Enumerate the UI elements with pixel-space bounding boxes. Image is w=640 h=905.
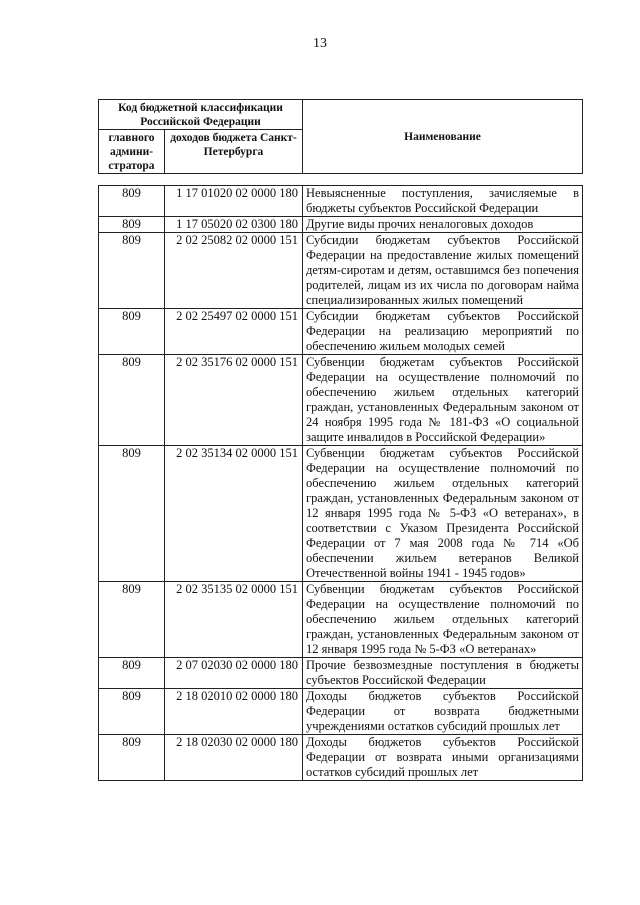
revenue-code-cell: 2 18 02030 02 0000 180 [165,735,303,781]
admin-code-cell: 809 [99,658,165,689]
header-name: Наименование [303,100,583,174]
table-row [99,217,583,233]
admin-code-cell: 809 [99,309,165,355]
name-cell: Субвенции бюджетам субъектов Российской Федерации на осуществление полномочий по обеспечению жильем отдельных категорий граждан, установленных Федеральным законом от 12 января 1995 года № 5-ФЗ «О ветеранах» [303,582,583,658]
admin-code-cell: 809 [99,186,165,217]
revenue-code-cell: 2 02 35135 02 0000 151 [165,582,303,658]
table-row [99,186,583,217]
name-cell: Субсидии бюджетам субъектов Российской Федерации на предоставление жилых помещений детям-сиротам и детям, оставшимся без попечения родителей, лицам из их числа по договорам найма специализированных жилых помещений [303,233,583,309]
table-row [99,355,583,446]
name-cell: Доходы бюджетов субъектов Российской Федерации от возврата иными организациями остатков субсидий прошлых лет [303,735,583,781]
table-row [99,689,583,735]
revenue-code-cell: 2 02 25497 02 0000 151 [165,309,303,355]
admin-code-cell: 809 [99,582,165,658]
admin-code-cell: 809 [99,735,165,781]
header-classification-code: Код бюджетной классификации Российской Федерации [99,100,303,130]
admin-code-cell: 809 [99,233,165,309]
name-cell: Субвенции бюджетам субъектов Российской Федерации на осуществление полномочий по обеспечению жильем отдельных категорий граждан, установленных Федеральным законом от 24 ноября 1995 года № 181-ФЗ «О социальной защите инвалидов в Российской Федерации» [303,355,583,446]
name-cell: Другие виды прочих неналоговых доходов [303,217,583,233]
data-table [98,185,583,781]
admin-code-cell: 809 [99,355,165,446]
revenue-code-cell: 2 18 02010 02 0000 180 [165,689,303,735]
table-row [99,582,583,658]
admin-code-cell: 809 [99,689,165,735]
page-number: 13 [313,36,327,51]
header-admin: главного админи-стратора [99,130,165,174]
table-row [99,446,583,582]
admin-code-cell: 809 [99,446,165,582]
table-row [99,233,583,309]
revenue-code-cell: 2 02 35134 02 0000 151 [165,446,303,582]
name-cell: Прочие безвозмездные поступления в бюджеты субъектов Российской Федерации [303,658,583,689]
name-cell: Невыясненные поступления, зачисляемые в бюджеты субъектов Российской Федерации [303,186,583,217]
admin-code-cell: 809 [99,217,165,233]
table-row [99,309,583,355]
table-row [99,658,583,689]
revenue-code-cell: 1 17 01020 02 0000 180 [165,186,303,217]
revenue-code-cell: 2 02 35176 02 0000 151 [165,355,303,446]
revenue-code-cell: 2 02 25082 02 0000 151 [165,233,303,309]
header-revenue: доходов бюджета Санкт-Петербурга [165,130,303,174]
header-table [98,99,583,174]
table-row [99,735,583,781]
revenue-code-cell: 2 07 02030 02 0000 180 [165,658,303,689]
name-cell: Субвенции бюджетам субъектов Российской Федерации на осуществление полномочий по обеспечению жильем отдельных категорий граждан, установленных Федеральным законом от 12 января 1995 года № 5-ФЗ «О ветеранах», в соответствии с Указом Президента Российской Федерации от 7 мая 2008 года № 714 «Об обеспечении жильем ветеранов Великой Отечественной войны 1941 - 1945 годов» [303,446,583,582]
name-cell: Субсидии бюджетам субъектов Российской Федерации на реализацию мероприятий по обеспечению жильем молодых семей [303,309,583,355]
revenue-code-cell: 1 17 05020 02 0300 180 [165,217,303,233]
name-cell: Доходы бюджетов субъектов Российской Федерации от возврата бюджетными учреждениями остатков субсидий прошлых лет [303,689,583,735]
